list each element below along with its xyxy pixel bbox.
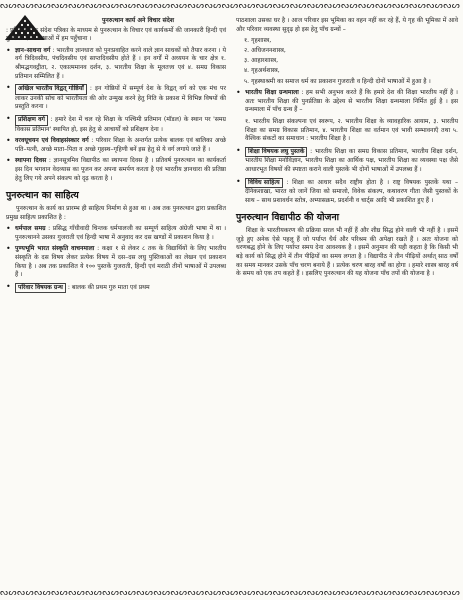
item-text: : प्रसिद्ध गाँधीवादी चिन्तक धर्मपालजी का सम्पूर्ण साहित्य अंग्रेजी भाषा में था । पुनरुत्थानने उसका गुजराती एवं हिन्दी भाषा में अनुवाद कर दस खण्डों में प्रकाशन किया है । [15, 225, 227, 241]
item-text: : भारतीय शिक्षा का समग्र विकास प्रतिमान, भारतीय शिक्षा दर्शन, भारतीय शिक्षा मनोविज्ञान, भारतीय शिक्षा का आर्थिक पक्ष, भारतीय शिक्षा का व्यवस्था पक्ष जैसे आधारभूत विषयों की स्पष्टता कराने वाली पुस्तकें भी दोनों भाषाओं में उपलब्ध हैं । [245, 147, 458, 173]
lead-text-block [6, 27, 226, 44]
item-text: : इन गोष्ठियों में सम्पूर्ण देश के विद्वत् वर्ग को एक मंच पर लाकर उनकी सोच को भारतीयता की ओर उन्मुख करने हेतु निति के प्रकाश में विभिन्न विषयों की प्रस्तुति करना । [15, 85, 227, 111]
decorative-border-bottom: ᔓᔕᔓᔕᔓᔕᔓᔕᔓᔕᔓᔕᔓᔕᔓᔕᔓᔕᔓᔕᔓᔕᔓᔕᔓᔕᔓᔕᔓᔕᔓᔕᔓᔕᔓᔕᔓᔕᔓᔕᔓᔕᔓᔕᔓᔕᔓᔕᔓᔕᔓᔕᔓᔕ [0, 588, 461, 598]
section-title-sahitya: पुनरुत्थान का साहित्य [6, 190, 79, 202]
item-sthapana-divas [6, 157, 226, 183]
lead-text: : प्रतिमास एक संदेश पत्रिका के माध्यम से पुनरुत्थान के विचार एवं कार्यकर्मो की जानकारी हिन्दी एवं गुजराती दोनों भाषाओं में हम पहुँचाना । [6, 26, 226, 43]
item-title: शिक्षा विषयक लघु पुस्तकें [245, 147, 307, 158]
item-parivar-granth [6, 283, 226, 294]
yojana-para: शिक्षा के भारतीयकरण की प्रक्रिया सरल भी नहीं हैं और शीघ्र सिद्ध होने वाली भी नहीं है । इसमें जुड़े हुए अनेक ऐसे पहलू हैं जो पर्याप्त धैर्य और परिश्रम की अपेक्षा रखते हैं । अतः योजना को धरणबद्ध होने के लिए पर्याप्त समय देना आवश्यक है । इसमें अनुमान की यही कहता है कि किसी भी बड़े कार्य को सिद्ध होने में तीन पीढ़ियों का समय लगता है । विद्यापीठ ने तीन पीढ़ियों अर्थात् साठ वर्षों का समय मानकर उसके पाँच चरण बनाये हैं । प्रत्येक चरण बारह वर्षों का होगा । हमारे शास्त्र बारह वर्ष के समय को एक तप कहते हैं । इसलिए पुनरुत्थान की यह योजना पाँच तपों की योजना है । [236, 227, 458, 278]
item-title: परिवार विषयक ग्रन्थ [15, 283, 66, 294]
lead-item [6, 17, 226, 26]
granthmala-list: १. भारतीय शिक्षा संकल्पना एवं स्वरूप, २. भारतीय शिक्षा के व्यावहारिक आयाम, ३. भारतीय शिक्षा का समग्र विकास प्रतिमान, ४. भारतीय शिक्षा का वर्तमान एवं भावी सम्भावनाएँ तथा ५. वैश्विक संकटों का समाधान : भारतीय शिक्षा है । [245, 117, 458, 143]
list-item: ५. गृहस्थाश्रमी का समाज धर्म का प्रकाशन गुजराती व हिन्दी दोनों भाषाओं में हुआ है । [244, 77, 431, 85]
item-gyan-sadhana [6, 47, 226, 81]
item-title: वरवधूचयन एवं विवाहसंस्कार वर्ग [15, 137, 89, 145]
item-text: : बालक की प्रथम गुरु माता एवं प्रथम [67, 283, 150, 291]
item-laghu-pustake [236, 147, 458, 175]
section-intro: पुनरुत्थान के कार्य का प्रारम्भ ही साहित्य निर्माण से हुआ था । अब तक पुनरुत्थान द्वारा प्रकाशित प्रमुख साहित्य प्रकाशित है : [6, 205, 226, 221]
left-column [6, 13, 226, 296]
list-item: ३. आहारशास्त्र, [244, 57, 279, 65]
item-title: भारतीय शिक्षा ग्रन्थमाला [245, 89, 299, 97]
item-text: : कक्षा १ से लेकर ८ तक के विद्यार्थियों के लिए भारतीय संस्कृति के दस विषय लेकर प्रत्येक विषय में दस–दस लघु पुस्तिकाओं का लेखन एवं प्रकाशन किया है । अब तक प्रकाशित ये १०० पुस्तकें गुजराती, हिन्दी एवं मराठी तीनों भाषाओं में उपलब्ध हैं । [15, 245, 226, 279]
item-text: : ज्ञानसूत्रमिव विद्यापीठ का स्थापना दिवस है । प्रतिवर्ष पुनरुत्थान का कार्यकर्ता इस दिन भगवान वेदव्यास का पूजन कर अपना समर्पण करता है एवं भारतीय ज्ञानधारा की प्रतिष्ठा हेतु लिए गये अपने संकल्प को दृढ़ करता है । [15, 157, 226, 182]
item-title: पुण्यभूमि भारत संस्कृति वाचनमाला [15, 245, 95, 253]
item-text: : शिक्षा का आधार सदैव राष्ट्रीय होता है । राष्ट्र विषयक पुस्तकें यथा – दैनिकशाखा, भारत को जानें जिया को समाजो, विवेक संकल्प, कथावरण गीता जैसी पुस्तकों के साथ – साथ प्रशावर्धन स्तोत्र, अभ्यासक्रम, प्रदर्शनी व चार्ट्स आदि भी प्रकाशित हुए हैं । [245, 178, 459, 204]
decorative-border-top: ᔓᔕᔓᔕᔓᔕᔓᔕᔓᔕᔓᔕᔓᔕᔓᔕᔓᔕᔓᔕᔓᔕᔓᔕᔓᔕᔓᔕᔓᔕᔓᔕᔓᔕᔓᔕᔓᔕᔓᔕᔓᔕᔓᔕᔓᔕᔓᔕᔓᔕᔓᔕᔓᔕ [0, 1, 461, 11]
granth-list [236, 37, 458, 86]
section-title-yojana: पुनरुत्थान विद्यापीठ की योजना [236, 212, 340, 224]
list-item: २. अधिजननशास्त्र, [244, 47, 286, 55]
item-text: : हम सभी अनुभव करते हैं कि हमारे देश की शिक्षा भारतीय नहीं है । अतः भारतीय शिक्षा की पुनर्प्रतिष्ठा के उद्देश्य से भारतीय शिक्षा ग्रन्थमाला निर्मित हुई है । इस ग्रन्थमाला में पाँच ग्रन्थ हैं – [245, 89, 458, 114]
list-item: ४. गृहअर्थशास्त्र, [244, 67, 280, 75]
right-para-1: पाठशाला उसका घर है । आज परिवार इस भूमिका का वहन नहीं कर रहे हैं, ये गृह की भूमिका में आवे और परिवार व्यवस्था सुदृढ़ हो इस हेतु पाँच ग्रन्थों – [236, 17, 458, 33]
item-title: ज्ञान–साधना वर्ग [15, 46, 51, 54]
item-title: धर्मपाल समग्र [15, 225, 46, 233]
item-vidvat-goshthi [6, 84, 226, 112]
item-title: विविध साहित्य [245, 178, 283, 189]
item-varvadhu-chayan [6, 137, 226, 154]
item-text: : परिवार शिक्षा के अन्तर्गत प्रत्येक बालक एवं बालिका अच्छे पति–पत्नी, अच्छे माता–पिता व अच्छे गृहस्थ–गृहिणी बनें इस हेतु से ये वर्ग लगाये जाते हैं । [15, 137, 226, 153]
item-vividh-sahitya [236, 178, 458, 206]
item-text: : भारतीय ज्ञानधारा को पुनःप्रवाहित करने वाले ज्ञान साधकों को तैयार करना । ये वर्ग त्रिदिवसीय, पंचदिवसीय एवं साप्तदिवसीय होते हैं । इन वर्गों में अध्ययन के चार क्षेत्र १. श्रीमद्भगवद्गीता, २. एकात्ममानव दर्शन, ३. भारतीय शिक्षा के मूलतत्त्व एवं ४. समग्र विकास प्रतिमान सम्मिलित हैं । [15, 46, 227, 80]
item-title: अखिल भारतीय विद्वत् गोष्ठियाँ [15, 84, 87, 95]
item-shiksha-granthmala [236, 89, 458, 115]
lead-title: पुनरुत्थान कार्य अने विचार संदेश [101, 17, 175, 24]
list-item: १. गृहशास्त्र, [244, 37, 272, 45]
item-punyabhumi [6, 245, 226, 279]
item-dharmapal-samagra [6, 225, 226, 242]
item-prashikshan-varg [6, 115, 226, 134]
item-text: : हमारे देश में चल रहे शिक्षा के पश्चिमी प्रतिमान (मॉडल) के स्थान पर 'समग्र विकास प्रतिमान' स्थापित हो, इस हेतु से आचार्यों को प्रशिक्षण देना । [15, 115, 226, 133]
right-column [236, 13, 458, 282]
item-title: स्थापना दिवस [15, 157, 47, 165]
item-title: प्रशिक्षण वर्ग [15, 115, 48, 126]
